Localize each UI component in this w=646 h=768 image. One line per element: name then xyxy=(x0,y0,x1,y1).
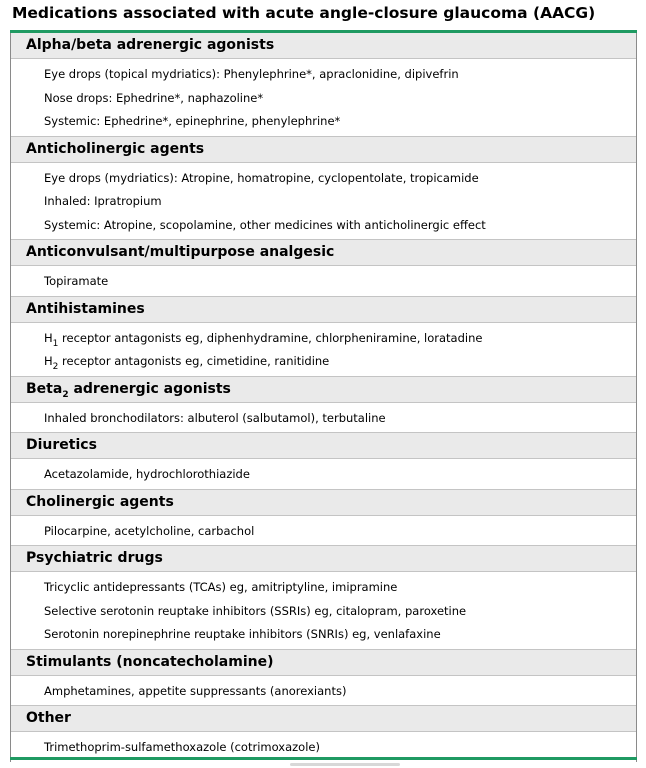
table-bottom-rule xyxy=(10,757,637,760)
heading-prefix: Beta xyxy=(26,380,63,397)
section-body xyxy=(11,403,636,434)
list-item: Systemic: Atropine, scopolamine, other medicines with anticholinergic effect xyxy=(44,217,486,232)
medications-table xyxy=(10,30,637,762)
list-item xyxy=(11,350,636,374)
section-heading: Alpha/beta adrenergic agonists xyxy=(11,33,636,59)
section-body xyxy=(11,266,636,297)
section-body xyxy=(11,676,636,707)
item-text: receptor antagonists eg, cimetidine, ranitidine xyxy=(58,354,330,368)
item-prefix: H xyxy=(44,354,53,368)
list-item: Trimethoprim-sulfamethoxazole (cotrimoxazole) xyxy=(44,740,320,754)
list-item: Acetazolamide, hydrochlorothiazide xyxy=(44,467,250,481)
horizontal-scrollbar[interactable] xyxy=(290,763,400,766)
list-item: Nose drops: Ephedrine*, naphazoline* xyxy=(44,90,264,105)
item-prefix: H xyxy=(44,330,53,345)
section-heading: Other xyxy=(11,706,636,732)
section-body xyxy=(11,572,636,650)
table-frame xyxy=(10,33,637,762)
section-heading: Anticonvulsant/multipurpose analgesic xyxy=(11,240,636,266)
list-item: Pilocarpine, acetylcholine, carbachol xyxy=(44,523,255,538)
list-item: Systemic: Ephedrine*, epinephrine, phenylephrine* xyxy=(44,114,341,128)
list-item: Topiramate xyxy=(44,274,109,288)
list-item: Inhaled bronchodilators: albuterol (salbutamol), terbutaline xyxy=(44,410,386,425)
list-item: Amphetamines, appetite suppressants (anorexiants) xyxy=(44,683,347,698)
section-body xyxy=(11,459,636,490)
list-item: Eye drops (topical mydriatics): Phenylephrine*, apraclonidine, dipivefrin xyxy=(44,67,459,81)
item-subscript: 2 xyxy=(52,362,59,372)
page-title: Medications associated with acute angle-closure glaucoma (AACG) xyxy=(12,4,596,22)
list-item: Eye drops (mydriatics): Atropine, homatropine, cyclopentolate, tropicamide xyxy=(44,170,479,185)
section-heading: Anticholinergic agents xyxy=(11,137,636,163)
list-item xyxy=(11,327,636,351)
list-item: Selective serotonin reuptake inhibitors (SSRIs) eg, citalopram, paroxetine xyxy=(44,603,467,618)
list-item: Inhaled: Ipratropium xyxy=(44,194,162,208)
section-body xyxy=(11,59,636,137)
section-heading: Cholinergic agents xyxy=(11,490,636,516)
list-item: Tricyclic antidepressants (TCAs) eg, amitriptyline, imipramine xyxy=(44,580,398,594)
item-subscript: 1 xyxy=(52,338,59,349)
section-body xyxy=(11,163,636,241)
heading-text: adrenergic agonists xyxy=(68,380,231,397)
item-text: receptor antagonists eg, diphenhydramine, chlorpheniramine, loratadine xyxy=(58,330,483,345)
heading-subscript: 2 xyxy=(62,389,69,400)
section-heading: Antihistamines xyxy=(11,297,636,323)
section-heading: Diuretics xyxy=(11,433,636,459)
section-body xyxy=(11,323,636,377)
section-body xyxy=(11,516,636,547)
list-item: Serotonin norepinephrine reuptake inhibitors (SNRIs) eg, venlafaxine xyxy=(44,627,441,641)
section-heading: Psychiatric drugs xyxy=(11,546,636,572)
section-heading: Stimulants (noncatecholamine) xyxy=(11,650,636,676)
section-heading xyxy=(11,377,636,403)
